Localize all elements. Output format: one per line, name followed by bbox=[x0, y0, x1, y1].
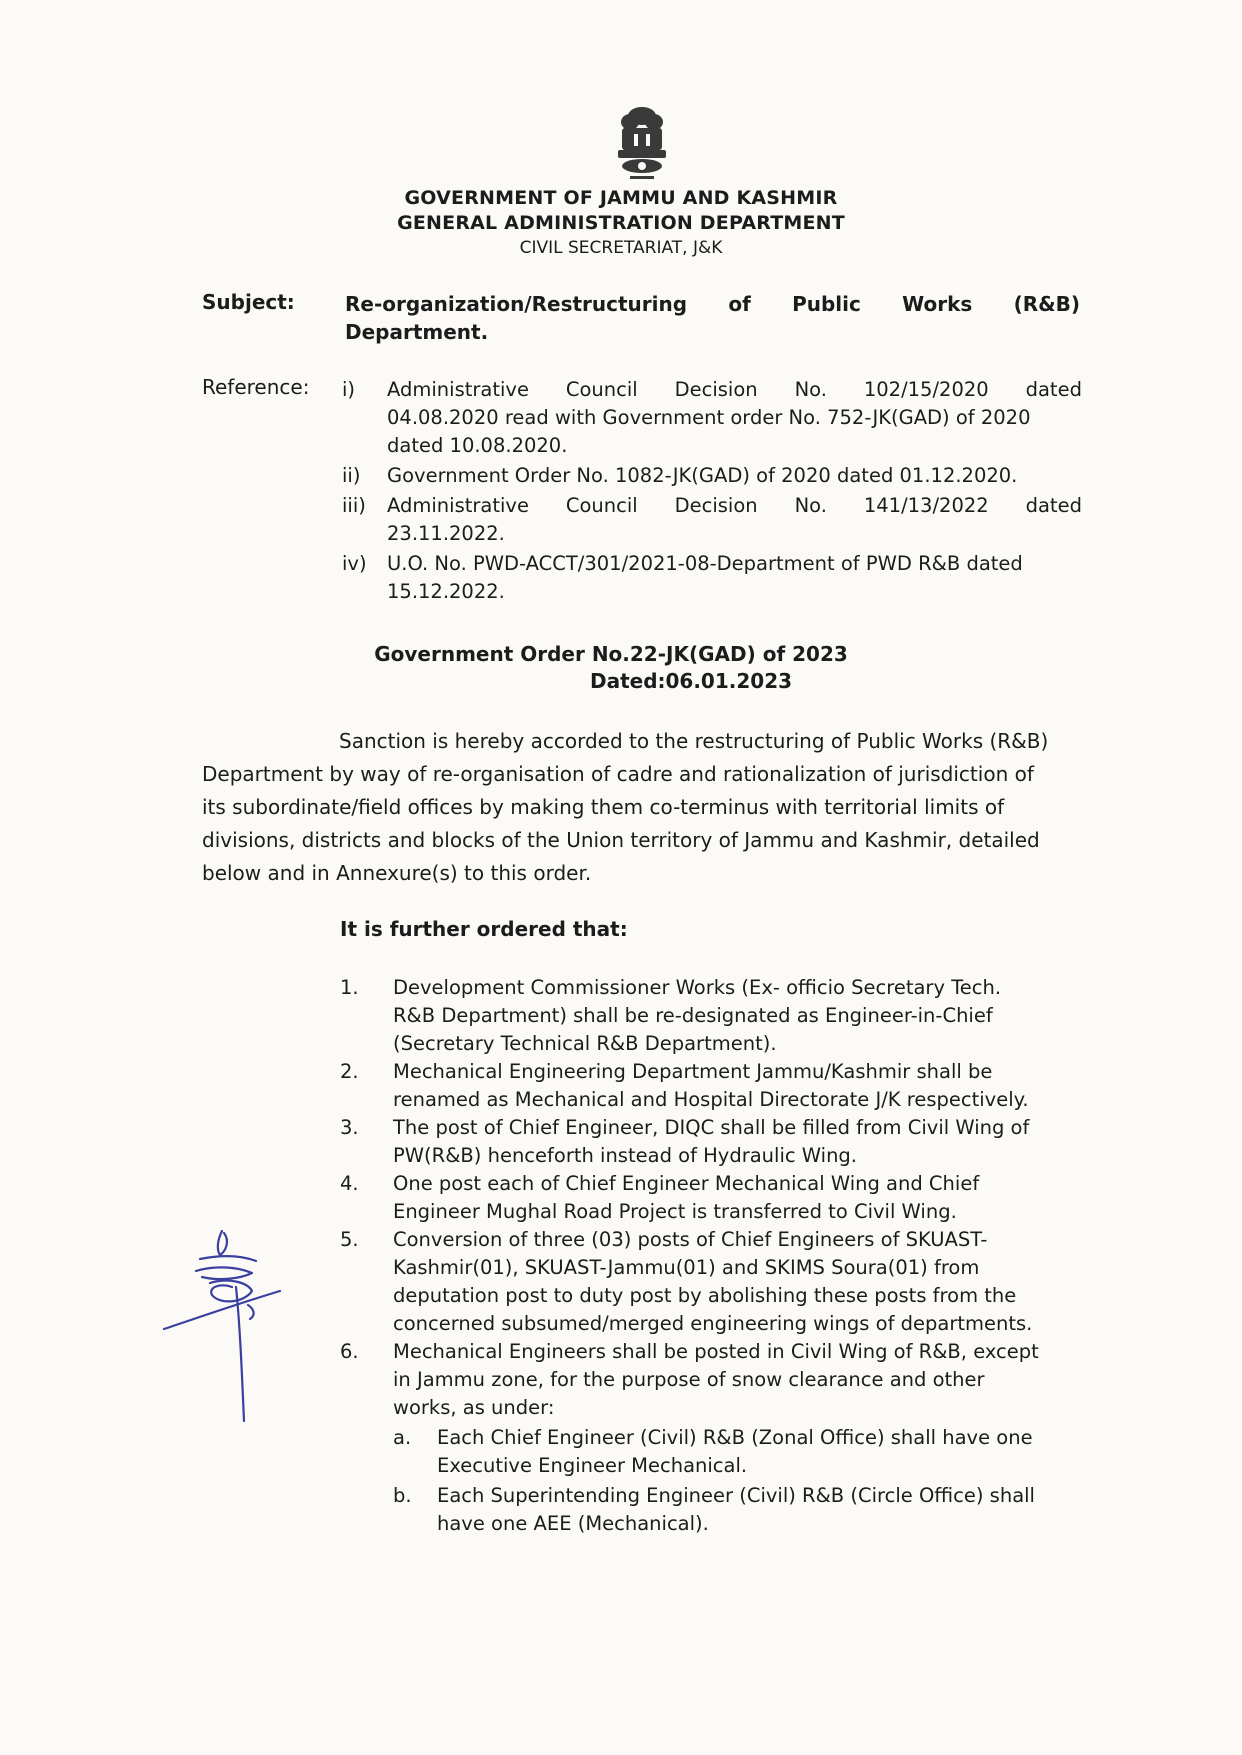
order-number: 4. bbox=[340, 1172, 359, 1195]
ref-line: 23.11.2022. bbox=[387, 522, 505, 545]
ref-line: Government Order No. 1082-JK(GAD) of 2020 dated 01.12.2020. bbox=[387, 464, 1018, 487]
order-line: One post each of Chief Engineer Mechanical Wing and Chief bbox=[393, 1172, 980, 1195]
order-line: renamed as Mechanical and Hospital Directorate J/K respectively. bbox=[393, 1088, 1029, 1111]
reference-number: iii) bbox=[342, 494, 366, 517]
paragraph-line bbox=[202, 791, 1082, 824]
paragraph-line bbox=[202, 725, 1082, 758]
order-item bbox=[340, 1338, 1082, 1538]
paragraph-line-text: Department by way of re-organisation of cadre and rationalization of jurisdiction of bbox=[202, 762, 1034, 786]
signature-icon bbox=[160, 1225, 290, 1425]
paragraph-line-text: Sanction is hereby accorded to the restructuring of Public Works (R&B) bbox=[339, 729, 1049, 753]
order-line: in Jammu zone, for the purpose of snow clearance and other bbox=[393, 1368, 985, 1391]
reference-item bbox=[342, 462, 1082, 490]
ref-line: 04.08.2020 read with Government order No. 752-JK(GAD) of 2020 bbox=[387, 406, 1031, 429]
sanction-paragraph bbox=[202, 725, 1082, 890]
paragraph-line bbox=[202, 824, 1082, 857]
subject-word: (R&B) bbox=[1013, 292, 1080, 316]
reference-label: Reference: bbox=[202, 375, 310, 399]
order-item bbox=[340, 1058, 1082, 1114]
sub-order-line: Each Superintending Engineer (Civil) R&B (Circle Office) shall bbox=[437, 1484, 1035, 1507]
ref-line: U.O. No. PWD-ACCT/301/2021-08-Department of PWD R&B dated bbox=[387, 552, 1023, 575]
order-number: 2. bbox=[340, 1060, 359, 1083]
ref-word: Council bbox=[565, 378, 638, 401]
reference-item bbox=[342, 492, 1082, 548]
govt-heading: GOVERNMENT OF JAMMU AND KASHMIR bbox=[404, 187, 838, 209]
ref-line: dated 10.08.2020. bbox=[387, 434, 568, 457]
ref-word: Administrative bbox=[387, 494, 529, 517]
order-line: Mechanical Engineering Department Jammu/Kashmir shall be bbox=[393, 1060, 993, 1083]
orders-list bbox=[340, 974, 1082, 1538]
order-item bbox=[340, 1226, 1082, 1338]
order-item bbox=[340, 974, 1082, 1058]
order-line: R&B Department) shall be re-designated as Engineer-in-Chief bbox=[393, 1004, 993, 1027]
ref-word: Decision bbox=[674, 494, 758, 517]
order-number: 5. bbox=[340, 1228, 359, 1251]
order-line: (Secretary Technical R&B Department). bbox=[393, 1032, 777, 1055]
order-line: Development Commissioner Works (Ex- officio Secretary Tech. bbox=[393, 976, 1002, 999]
ref-word: dated bbox=[1025, 378, 1082, 401]
paragraph-line-text: below and in Annexure(s) to this order. bbox=[202, 861, 592, 885]
ref-word: No. bbox=[794, 494, 827, 517]
paragraph-line-text: divisions, districts and blocks of the Union territory of Jammu and Kashmir, detailed bbox=[202, 828, 1040, 852]
further-ordered-heading: It is further ordered that: bbox=[340, 917, 628, 941]
reference-number: ii) bbox=[342, 464, 361, 487]
sub-order-number: a. bbox=[393, 1426, 412, 1449]
reference-item bbox=[342, 376, 1082, 460]
national-emblem-icon bbox=[612, 104, 672, 186]
order-line: Kashmir(01), SKUAST-Jammu(01) and SKIMS Soura(01) from bbox=[393, 1256, 980, 1279]
subject-label: Subject: bbox=[202, 290, 295, 314]
sub-order-line: have one AEE (Mechanical). bbox=[437, 1512, 709, 1535]
reference-list bbox=[342, 376, 1082, 608]
order-item bbox=[340, 1114, 1082, 1170]
sub-order-line: Executive Engineer Mechanical. bbox=[437, 1454, 748, 1477]
order-item bbox=[340, 1170, 1082, 1226]
ref-word: Administrative bbox=[387, 378, 529, 401]
paragraph-line bbox=[202, 857, 1082, 890]
ref-word: 141/13/2022 bbox=[863, 494, 989, 517]
reference-number: i) bbox=[342, 378, 356, 401]
ref-word: 102/15/2020 bbox=[863, 378, 989, 401]
sub-order-item bbox=[393, 1482, 1082, 1538]
subject-word: Public bbox=[792, 292, 861, 316]
order-line: The post of Chief Engineer, DIQC shall be filled from Civil Wing of bbox=[393, 1116, 1030, 1139]
ref-word: No. bbox=[794, 378, 827, 401]
ref-word: Council bbox=[565, 494, 638, 517]
order-number: 1. bbox=[340, 976, 359, 999]
order-number: 6. bbox=[340, 1340, 359, 1363]
ref-word: dated bbox=[1025, 494, 1082, 517]
reference-item bbox=[342, 550, 1082, 606]
sub-order-line: Each Chief Engineer (Civil) R&B (Zonal Office) shall have one bbox=[437, 1426, 1033, 1449]
reference-number: iv) bbox=[342, 552, 367, 575]
order-date-title: Dated:06.01.2023 bbox=[589, 669, 793, 693]
order-number-title: Government Order No.22-JK(GAD) of 2023 bbox=[374, 642, 848, 666]
paragraph-line-text: its subordinate/field offices by making them co-terminus with territorial limits of bbox=[202, 795, 1005, 819]
order-line: Conversion of three (03) posts of Chief Engineers of SKUAST- bbox=[393, 1228, 988, 1251]
sub-order-item bbox=[393, 1424, 1082, 1480]
subject-line-2: Department. bbox=[345, 320, 489, 344]
order-number: 3. bbox=[340, 1116, 359, 1139]
order-line: Engineer Mughal Road Project is transferred to Civil Wing. bbox=[393, 1200, 957, 1223]
order-line: concerned subsumed/merged engineering wings of departments. bbox=[393, 1312, 1033, 1335]
subject-text bbox=[345, 290, 1080, 346]
subject-word: Re-organization/Restructuring bbox=[345, 292, 688, 316]
ref-line: 15.12.2022. bbox=[387, 580, 505, 603]
subject-word: of bbox=[728, 292, 751, 316]
order-line: deputation post to duty post by abolishing these posts from the bbox=[393, 1284, 1017, 1307]
sub-order-number: b. bbox=[393, 1484, 412, 1507]
order-line: PW(R&B) henceforth instead of Hydraulic Wing. bbox=[393, 1144, 858, 1167]
order-line: works, as under: bbox=[393, 1396, 555, 1419]
order-line: Mechanical Engineers shall be posted in Civil Wing of R&B, except bbox=[393, 1340, 1039, 1363]
paragraph-line bbox=[202, 758, 1082, 791]
secretariat-heading: CIVIL SECRETARIAT, J&K bbox=[519, 238, 723, 258]
ref-word: Decision bbox=[674, 378, 758, 401]
department-heading: GENERAL ADMINISTRATION DEPARTMENT bbox=[397, 212, 845, 234]
subject-word: Works bbox=[902, 292, 973, 316]
